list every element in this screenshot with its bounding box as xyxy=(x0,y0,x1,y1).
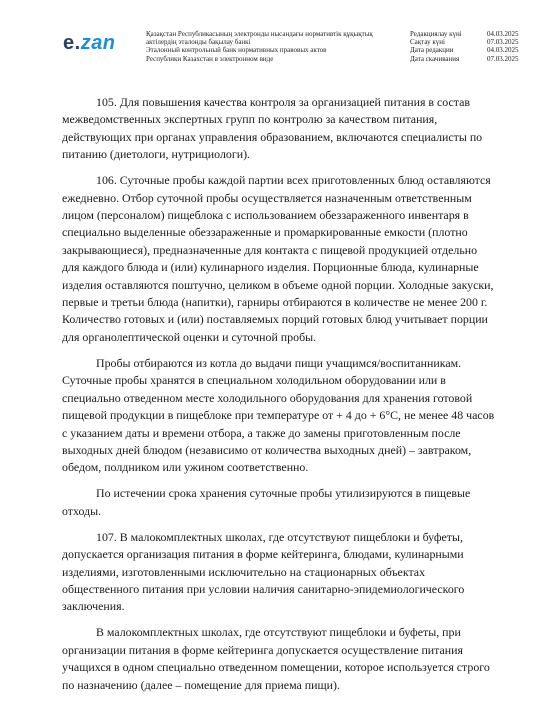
paragraph-106: 106. Суточные пробы каждой партии всех приготовленных блюд оставляются ежедневно. Отбор суточной пробы осуществляется назначенным ответственным лицом (персоналом) пищеблока с использованием обеззараженного инвентаря в специально выделенные обеззараженные и промаркированные емкости (плотно закрывающиеся), предназначенные для контакта с пищевой продукцией отдельно для каждого блюда и (или) кулинарного изделия. Порционные блюда, кулинарные изделия оставляются поштучно, целиком в объеме одной порции. Холодные закуски, первые и третьи блюда (напитки), гарниры отбираются в количестве не менее 200 г. Количество готовых и (или) поставляемых порций готовых блюд учитывает порции для органолептической оценки и суточной пробы. xyxy=(62,173,494,344)
paragraph-106-samples: Пробы отбираются из котла до выдачи пищи учащимся/воспитанникам. Суточные пробы хранятся в специальном холодильном оборудовании или в специально отведенном месте холодильного оборудования для хранения готовой пищевой продукции в пищеблоке при температуре от + 4 до + 6°С, не менее 48 часов с указанием даты и времени отбора, а также до замены приготовленным после выходных дней блюдом (независимо от количества выходных дней) – завтраком, обедом, полдником или ужином соответственно. xyxy=(62,355,495,475)
meta-row xyxy=(410,38,525,46)
paragraph-106-disposal: По истечении срока хранения суточные пробы утилизируются в пищевые отходы. xyxy=(62,486,471,518)
paragraph-107: 107. В малокомплектных школах, где отсутствуют пищеблоки и буфеты, допускается организация питания в форме кейтеринга, блюдами, кулинарными изделиями, изготовленными исключительно на стационарных объектах общественного питания при условии наличия санитарно-эпидемиологического заключения. xyxy=(62,529,465,614)
ezan-logo[interactable] xyxy=(63,32,116,55)
document-source-info xyxy=(146,30,396,63)
paragraph-107-room: В малокомплектных школах, где отсутствуют пищеблоки и буфеты, при организации питания в форме кейтеринга допускается осуществление питания учащихся в одном специально отведенном помещении, которое используется строго по назначению (далее – помещение для приема пищи). xyxy=(62,625,490,692)
page-header xyxy=(0,0,557,66)
meta-value: 07.03.2025 xyxy=(487,54,519,63)
meta-label: Сақтау күні xyxy=(410,38,445,47)
source-line: Қазақстан Республикасының электронды нысандағы нормативтік құқықтық xyxy=(146,30,373,38)
meta-label: Дата редакции xyxy=(410,46,454,55)
source-line: Республики Казахстан в электронном виде xyxy=(146,54,274,63)
paragraph-105: 105. Для повышения качества контроля за организацией питания в состав межведомственных экспертных групп по контролю за качеством питания, действующих при органах управления образованием, включаются специалисты по питанию (диетологи, нутрициологи). xyxy=(62,95,483,162)
meta-value: 07.03.2025 xyxy=(487,38,519,47)
logo-e: e xyxy=(63,32,75,54)
logo-dot: . xyxy=(74,32,81,54)
meta-row xyxy=(410,46,525,54)
document-body xyxy=(62,94,496,703)
meta-label: Дата скачивания xyxy=(410,54,460,63)
source-line: Эталонный контрольный банк нормативных правовых актов xyxy=(146,46,327,55)
meta-label: Редакциялау күні xyxy=(410,30,462,38)
meta-row xyxy=(410,30,525,38)
meta-value: 04.03.2025 xyxy=(487,30,519,38)
source-line: актілердің эталонды бақылау банкі xyxy=(146,38,251,47)
meta-row xyxy=(410,55,525,63)
logo-zan: zan xyxy=(80,32,116,54)
meta-value: 04.03.2025 xyxy=(487,46,519,55)
document-dates xyxy=(410,30,525,63)
